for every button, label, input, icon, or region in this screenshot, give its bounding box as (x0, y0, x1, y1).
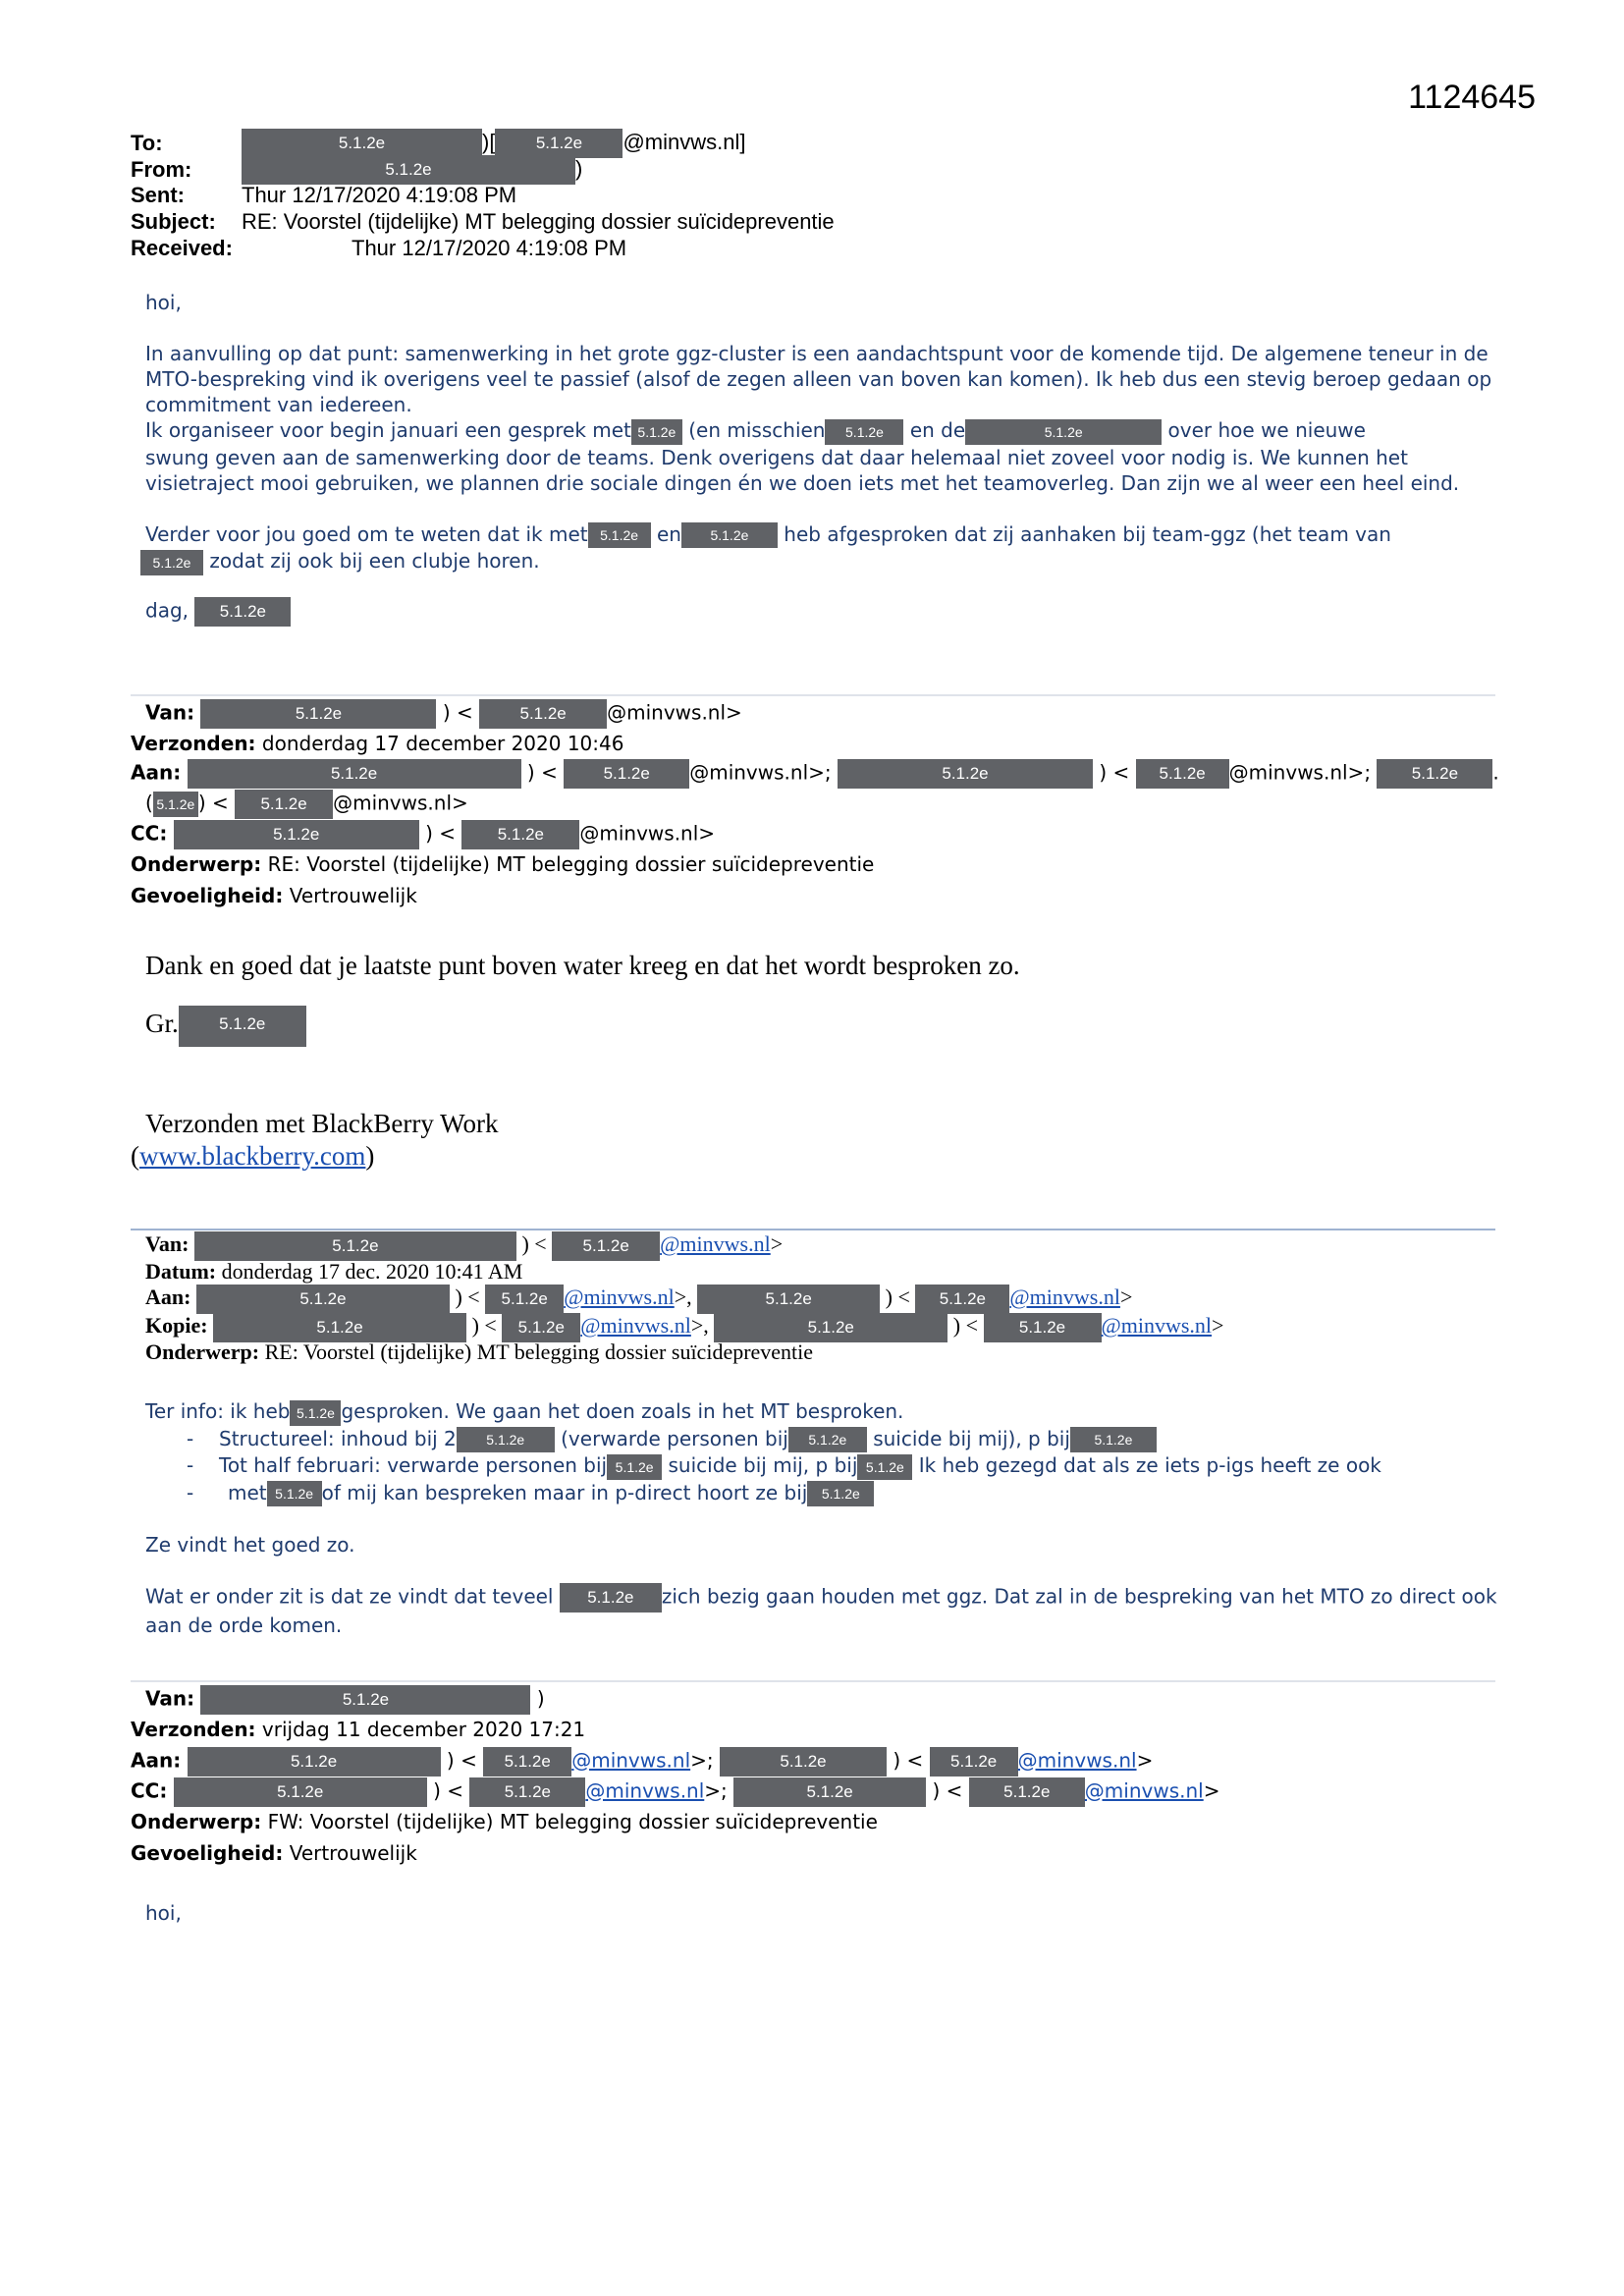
redaction: 5.1.2e (838, 759, 1093, 789)
redaction: 5.1.2e (457, 1427, 555, 1452)
paragraph: In aanvulling op dat punt: samenwerking in het grote ggz-cluster is een aandachtspunt voor de komende tijd. De algemene teneur in de MTO-bespreking vind ik overigens veel te passief (alsof de zegen alleen van boven kan komen). Ik heb dus een stevig beroep gedaan op commitment van iedereen. (145, 342, 1492, 416)
onderwerp-value: FW: Voorstel (tijdelijke) MT belegging dossier suïcidepreventie (267, 1810, 878, 1833)
redaction: 5.1.2e (242, 155, 575, 185)
sign-off: Gr. (145, 1009, 179, 1038)
paragraph-text: Wat er onder zit is dat ze vindt dat teveel (145, 1584, 554, 1609)
redaction: 5.1.2e (788, 1427, 867, 1452)
van-label: Van: (145, 1686, 195, 1711)
redaction: 5.1.2e (235, 790, 333, 819)
from-label: From: (131, 157, 192, 182)
aan-label: Aan: (131, 1748, 182, 1773)
redaction: 5.1.2e (714, 1313, 947, 1342)
onderwerp-value: RE: Voorstel (tijdelijke) MT belegging dossier suïcidepreventie (267, 852, 875, 876)
paragraph-text: zodat zij ook bij een clubje horen. (209, 549, 540, 573)
paragraph-text: gesproken. We gaan het doen zoals in het MT besproken. (341, 1399, 904, 1423)
redaction: 5.1.2e (483, 1747, 571, 1777)
blackberry-link[interactable]: www.blackberry.com (139, 1141, 366, 1171)
redaction: 5.1.2e (194, 1231, 516, 1261)
redaction: 5.1.2e (984, 1313, 1102, 1342)
redaction: 5.1.2e (552, 1231, 660, 1261)
redaction: 5.1.2e (461, 820, 579, 849)
onderwerp-label: Onderwerp: (131, 1810, 262, 1833)
redaction: 5.1.2e (502, 1313, 580, 1342)
redaction: 5.1.2e (174, 820, 419, 849)
paragraph-text: Ter info: ik heb (145, 1399, 291, 1423)
redaction: 5.1.2e (681, 522, 778, 548)
divider (131, 1229, 1495, 1230)
redaction: 5.1.2e (857, 1454, 912, 1480)
paragraph-text: zich bezig gaan houden met ggz. Dat zal in de bespreking van het MTO zo direct ook aan de orde komen. (145, 1584, 1497, 1637)
redaction: 5.1.2e (242, 129, 482, 158)
redaction: 5.1.2e (267, 1481, 322, 1506)
email4-body (145, 1900, 1500, 1926)
email-link[interactable]: @minvws.nl (660, 1231, 771, 1257)
paragraph-text: (en misschien (688, 418, 826, 442)
sign-off: dag, (145, 598, 189, 622)
divider (131, 1680, 1495, 1682)
email-link[interactable]: @minvws.nl (1084, 1778, 1204, 1803)
email-link[interactable]: @minvws.nl (1101, 1313, 1213, 1339)
subject-value: RE: Voorstel (tijdelijke) MT belegging dossier suïcidepreventie (242, 209, 835, 234)
redaction: 5.1.2e (807, 1481, 874, 1506)
redaction: 5.1.2e (153, 792, 198, 817)
redaction: 5.1.2e (697, 1285, 880, 1314)
email-link[interactable]: @minvws.nl (580, 1313, 691, 1339)
redaction: 5.1.2e (200, 699, 436, 729)
paragraph-text: heb afgesproken dat zij aanhaken bij team-ggz (het team van (784, 521, 1391, 546)
cc-label: CC: (131, 821, 168, 846)
paragraph-text: over hoe we nieuwe (1167, 418, 1366, 442)
redaction: 5.1.2e (930, 1747, 1018, 1777)
datum-value: donderdag 17 dec. 2020 10:41 AM (221, 1259, 523, 1284)
gevoeligheid-value: Vertrouwelijk (289, 884, 417, 907)
email-suffix: @minvws.nl>; (1228, 760, 1372, 785)
verzonden-label: Verzonden: (131, 1718, 256, 1741)
onderwerp-value: RE: Voorstel (tijdelijke) MT belegging dossier suïcidepreventie (264, 1339, 814, 1364)
received-label: Received: (131, 236, 233, 260)
email-link[interactable]: @minvws.nl (585, 1778, 705, 1803)
email-link[interactable]: @minvws.nl (564, 1285, 675, 1310)
redaction: 5.1.2e (290, 1400, 341, 1426)
paragraph-text: en (656, 521, 681, 546)
aan-label: Aan: (131, 760, 182, 785)
sent-label: Sent: (131, 183, 185, 207)
email3-body (145, 1398, 1500, 1638)
redaction: 5.1.2e (631, 419, 682, 445)
email-suffix: @minvws.nl> (579, 821, 716, 846)
bullet-list (145, 1426, 1500, 1507)
paragraph-text: Ik organiseer voor begin januari een gesprek met (145, 418, 631, 442)
paragraph: Ze vindt het goed zo. (145, 1533, 355, 1557)
redaction: 5.1.2e (495, 129, 623, 158)
list-item: - Tot half februari: verwarde personen bij 5.1.2e suicide bij mij, p bij 5.1.2e Ik heb gezegd dat als ze iets p-igs heeft ze ook (145, 1452, 1500, 1480)
email1-body (145, 290, 1500, 627)
sent-value: Thur 12/17/2020 4:19:08 PM (242, 183, 517, 207)
van-label: Van: (145, 700, 195, 725)
redaction: 5.1.2e (1377, 759, 1492, 789)
redaction: 5.1.2e (1070, 1427, 1157, 1452)
redaction: 5.1.2e (965, 419, 1162, 445)
redaction: 5.1.2e (213, 1313, 466, 1342)
list-item-continued: - met 5.1.2e of mij kan bespreken maar in p-direct hoort ze bij 5.1.2e (145, 1480, 1500, 1507)
redaction: 5.1.2e (194, 597, 291, 627)
redaction: 5.1.2e (188, 1747, 441, 1777)
email-suffix: @minvws.nl> (607, 700, 742, 725)
document-id: 1124645 (1408, 79, 1536, 116)
paragraph: Dank en goed dat je laatste punt boven water kreeg en dat het wordt besproken zo. (145, 951, 1020, 980)
list-item: - Structureel: inhoud bij 2 5.1.2e (verwarde personen bij 5.1.2e suicide bij mij), p bij 5.1.2e (145, 1426, 1500, 1453)
greeting: hoi, (145, 291, 182, 314)
redaction: 5.1.2e (485, 1285, 564, 1314)
email-link[interactable]: @minvws.nl (571, 1748, 691, 1773)
kopie-label: Kopie: (145, 1313, 208, 1339)
onderwerp-label: Onderwerp: (145, 1339, 260, 1364)
datum-label: Datum: (145, 1259, 217, 1284)
email-suffix: @minvws.nl> (333, 791, 468, 815)
received-value: Thur 12/17/2020 4:19:08 PM (352, 236, 627, 260)
email-link[interactable]: @minvws.nl (1017, 1748, 1137, 1773)
redaction: 5.1.2e (1136, 759, 1229, 789)
redaction: 5.1.2e (188, 759, 521, 789)
email-link[interactable]: @minvws.nl (1009, 1285, 1120, 1310)
subject-label: Subject: (131, 209, 216, 234)
verzonden-value: donderdag 17 december 2020 10:46 (261, 732, 624, 755)
van-label: Van: (145, 1231, 189, 1257)
redaction: 5.1.2e (479, 699, 607, 729)
paragraph-text: en de (909, 418, 966, 442)
to-label: To: (131, 131, 163, 155)
redaction: 5.1.2e (588, 522, 651, 548)
redaction: 5.1.2e (140, 550, 203, 575)
paragraph: swung geven aan de samenwerking door de teams. Denk overigens dat daar helemaal niet zoveel voor nodig is. We kunnen het visietraject mooi gebruiken, we plannen drie sociale dingen én we doen iets met het teamoverleg. Dan zijn we al weer een heel eind. (145, 445, 1460, 495)
cc-label: CC: (131, 1778, 168, 1803)
redaction: 5.1.2e (196, 1285, 450, 1314)
redaction: 5.1.2e (560, 1583, 662, 1613)
aan-label: Aan: (145, 1285, 191, 1310)
verzonden-label: Verzonden: (131, 732, 256, 755)
redaction: 5.1.2e (720, 1747, 887, 1777)
to-suffix: @minvws.nl] (623, 129, 746, 154)
redaction: 5.1.2e (174, 1777, 427, 1807)
redaction: 5.1.2e (915, 1285, 1009, 1314)
redaction: 5.1.2e (733, 1777, 926, 1807)
gevoeligheid-label: Gevoeligheid: (131, 884, 284, 907)
email-suffix: @minvws.nl>; (689, 760, 832, 785)
redaction: 5.1.2e (469, 1777, 585, 1807)
redaction: 5.1.2e (607, 1454, 662, 1480)
redaction: 5.1.2e (564, 759, 689, 789)
verzonden-value: vrijdag 11 december 2020 17:21 (261, 1718, 586, 1741)
redaction: 5.1.2e (825, 419, 903, 445)
onderwerp-label: Onderwerp: (131, 852, 262, 876)
redaction: 5.1.2e (200, 1685, 530, 1715)
greeting: hoi, (145, 1901, 182, 1925)
blackberry-line: Verzonden met BlackBerry Work (145, 1109, 499, 1138)
redaction: 5.1.2e (969, 1777, 1085, 1807)
gevoeligheid-label: Gevoeligheid: (131, 1841, 284, 1865)
divider (131, 694, 1495, 696)
paragraph-text: Verder voor jou goed om te weten dat ik met (145, 521, 588, 546)
redaction: 5.1.2e (179, 1006, 306, 1047)
gevoeligheid-value: Vertrouwelijk (289, 1841, 417, 1865)
